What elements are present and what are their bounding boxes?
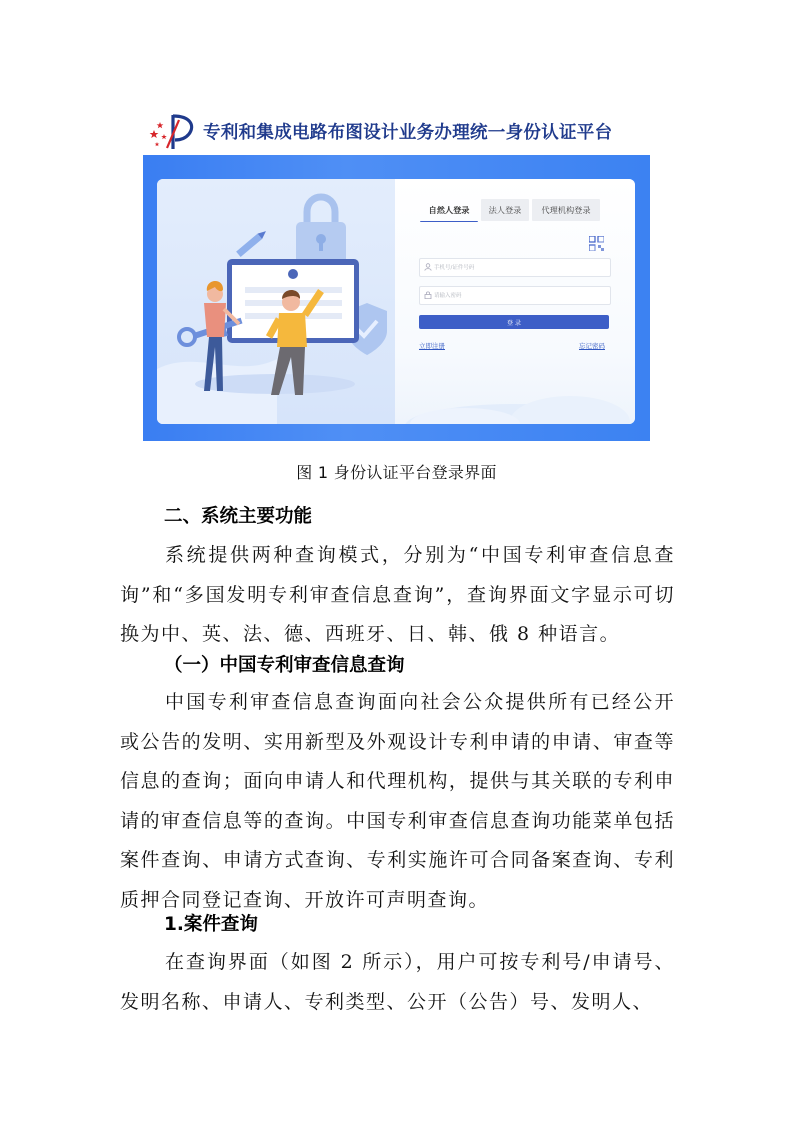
cloud-decoration (395, 364, 635, 424)
security-illustration (157, 179, 395, 424)
login-panel (395, 179, 635, 424)
user-icon (424, 263, 432, 271)
account-input[interactable] (434, 260, 604, 275)
item-heading: 1.案件查询 (164, 914, 258, 935)
login-card (157, 179, 635, 424)
platform-header (145, 112, 655, 152)
tab-legal-person-login[interactable]: 法人登录 (481, 199, 529, 221)
section-heading: 二、系统主要功能 (164, 506, 313, 527)
qr-code-icon[interactable] (589, 236, 604, 251)
paragraph: 在查询界面（如图 2 所示），用户可按专利号/申请号、发明名称、申请人、专利类型、公开（公告）号、发明人、 (120, 951, 675, 1013)
register-link[interactable]: 立即注册 (419, 342, 445, 350)
platform-title: 专利和集成电路布图设计业务办理统一身份认证平台 (203, 123, 613, 143)
figure-caption: 图 1 身份认证平台登录界面 (296, 463, 497, 482)
paragraph: 系统提供两种查询模式，分别为“中国专利审查信息查询”和“多国发明专利审查信息查询”，查询界面文字显示可切换为中、英、法、德、西班牙、日、韩、俄 8 种语言。 (120, 544, 675, 645)
padlock-icon (296, 197, 346, 264)
password-field[interactable] (419, 286, 611, 305)
paragraph: 中国专利审查信息查询面向社会公众提供所有已经公开或公告的发明、实用新型及外观设计专利申请的申请、审查等信息的查询；面向申请人和代理机构，提供与其关联的专利申请的审查信息等的查询。中国专利审查信息查询功能菜单包括案件查询、申请方式查询、专利实施许可合同备案查询、专利质押合同登记查询、开放许可声明查询。 (120, 691, 675, 911)
login-screenshot (143, 155, 650, 441)
account-field[interactable] (419, 258, 611, 277)
tab-natural-person-login[interactable]: 自然人登录 (420, 199, 478, 222)
password-input[interactable] (434, 288, 604, 303)
cnipa-logo (145, 112, 197, 152)
illustration-panel (157, 179, 395, 424)
tab-agency-login[interactable]: 代理机构登录 (532, 199, 600, 221)
lock-icon (424, 291, 432, 299)
forgot-password-link[interactable]: 忘记密码 (579, 342, 605, 350)
login-button[interactable]: 登 录 (419, 315, 609, 329)
subsection-heading: （一）中国专利审查信息查询 (164, 655, 405, 676)
